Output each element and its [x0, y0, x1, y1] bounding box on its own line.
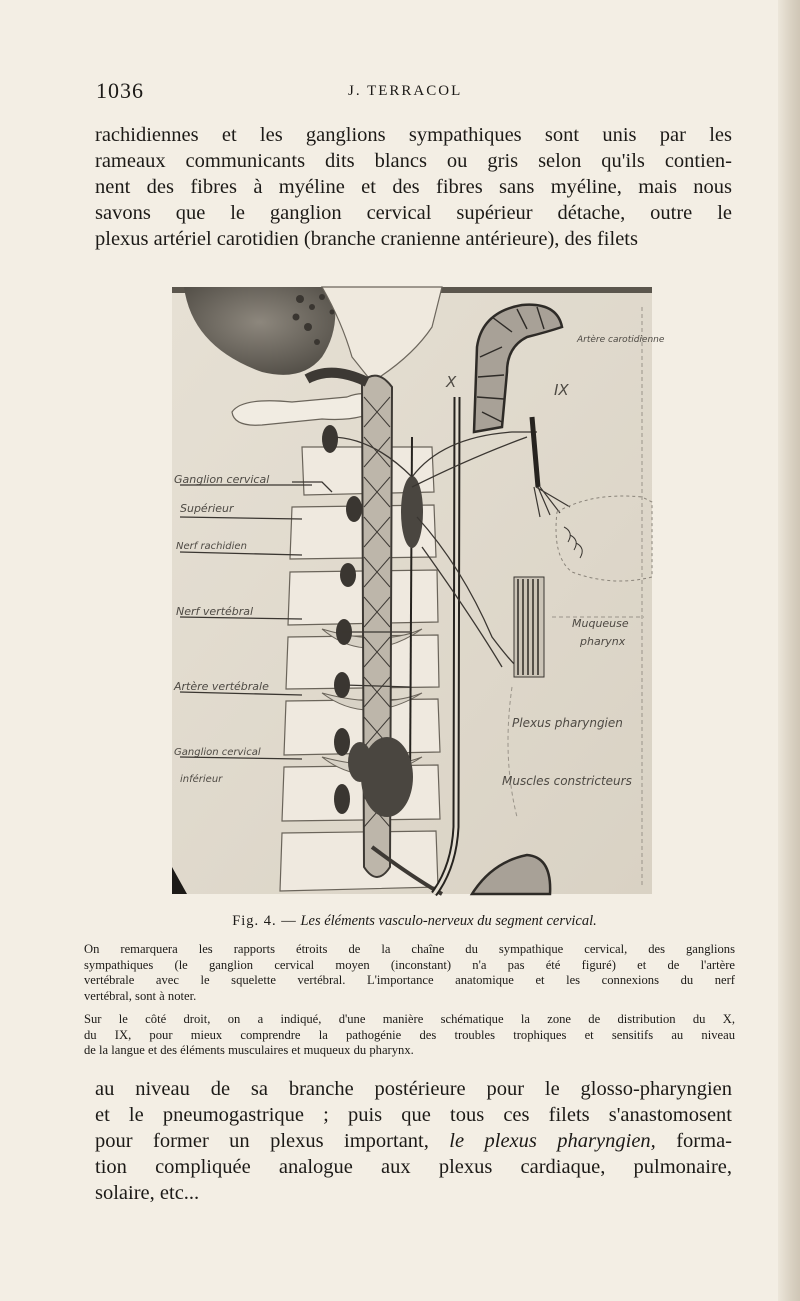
figure-title: Les éléments vasculo-nerveux du segment cervical. [300, 913, 597, 929]
figure-caption-title [96, 913, 733, 930]
text-line: et le pneumogastrique ; puis que tous ces filets s'anastomosent [95, 1104, 732, 1126]
label-muqueuse: Muqueuse [572, 617, 629, 630]
text-line: plexus artériel carotidien (branche cranienne antérieure), des filets [95, 228, 638, 250]
text-line: savons que le ganglion cervical supérieur détache, outre le [95, 202, 732, 224]
label-x: X [446, 373, 457, 391]
caption-line: vertébral, sont à noter. [84, 988, 197, 1003]
caption-note-1 [84, 942, 735, 1004]
label-ix: IX [554, 381, 569, 399]
caption-line: du IX, pour mieux comprendre la pathogénie des troubles trophiques et sensitifs au niveau [84, 1027, 735, 1042]
label-superieur: Supérieur [180, 502, 234, 515]
figure-illustration [172, 287, 665, 894]
anatomical-figure [172, 287, 665, 894]
caption-note-2 [84, 1012, 735, 1059]
paragraph-top [95, 122, 732, 252]
caption-line: On remarquera les rapports étroits de la chaîne du sympathique cervical, des ganglions [84, 942, 735, 956]
figure-number: Fig. 4. — [232, 913, 297, 929]
label-plexus: Plexus pharyngien [512, 716, 623, 730]
label-pharynx: pharynx [580, 635, 626, 648]
caption-line: sympathiques (le ganglion cervical moyen (inconstant) n'a pas été figuré) et de l'artère [84, 957, 735, 972]
label-muscles: Muscles constricteurs [502, 774, 632, 788]
caption-line: vertébrale avec le squelette vertébral. L'importance anatomique et les connexions du nerf [84, 973, 735, 988]
label-vertebral: Nerf vertébral [176, 605, 254, 618]
pharyngeal-plexus-bundle [514, 577, 544, 677]
paragraph-bottom [95, 1076, 732, 1206]
text-line: au niveau de sa branche postérieure pour le glosso-pharyngien [95, 1078, 732, 1100]
text-line: solaire, etc... [95, 1182, 200, 1204]
label-artere-vertebrale: Artère vertébrale [174, 680, 269, 693]
caption-line: Sur le côté droit, on a indiqué, d'une manière schématique la zone de distribution du X, [84, 1012, 735, 1026]
text-line: rachidiennes et les ganglions sympathiques sont unis par les [95, 124, 732, 146]
caption-line: de la langue et des éléments musculaires et muqueux du pharynx. [84, 1043, 414, 1058]
label-rachidien: Nerf rachidien [176, 541, 247, 552]
text-line: nent des fibres à myéline et des fibres sans myéline, mais nous [95, 176, 732, 198]
italic-term: le plexus pharyngien, [449, 1130, 656, 1152]
label-carotide: Artère carotidienne [577, 335, 665, 345]
text-segment: forma- [676, 1130, 732, 1152]
label-ganglion-cervical: Ganglion cervical [174, 473, 270, 486]
page-header [96, 78, 726, 108]
text-line: rameaux communicants dits blancs ou gris selon qu'ils contien- [95, 150, 732, 172]
page-number: 1036 [96, 78, 144, 103]
text-segment: pour former un plexus important, [95, 1130, 429, 1152]
running-head: J. TERRACOL [348, 83, 463, 99]
text-line: tion compliquée analogue aux plexus cardiaque, pulmonaire, [95, 1156, 732, 1178]
page-edge [778, 0, 800, 1301]
label-inferieur: inférieur [180, 774, 223, 785]
label-ganglion-inferieur: Ganglion cervical [174, 747, 261, 758]
text-line [95, 1128, 732, 1154]
